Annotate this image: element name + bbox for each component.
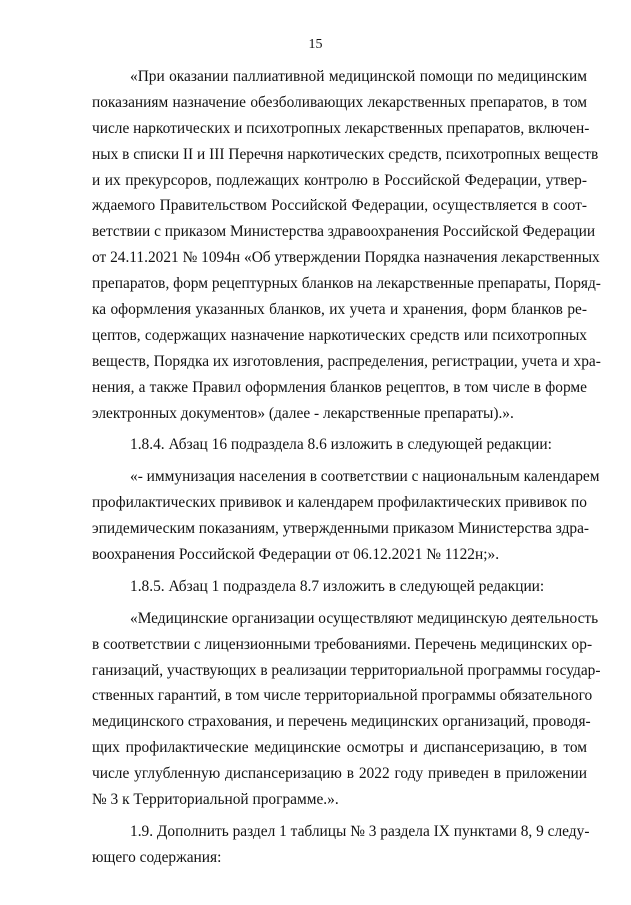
text-line: эпидемическим показаниям, утвержденными приказом Министерства здра- xyxy=(92,520,590,538)
text-line: медицинского страхования, и перечень медицинских организаций, проводя- xyxy=(92,713,591,731)
text-line: препаратов, форм рецептурных бланков на лекарственные препараты, Поряд- xyxy=(92,275,601,293)
text-line: нения, а также Правил оформления бланков рецептов, в том числе в форме xyxy=(92,378,587,396)
text-line: ственных гарантий, в том числе территориальной программы обязательного xyxy=(92,687,593,705)
text-line: «При оказании паллиативной медицинской помощи по медицинским xyxy=(130,68,587,85)
text-line: цептов, содержащих назначение наркотических средств или психотропных xyxy=(92,326,587,344)
text-line: ганизаций, участвующих в реализации территориальной программы государ- xyxy=(92,661,601,679)
paragraph-medical-organizations-quote xyxy=(92,606,601,813)
text-line: «- иммунизация населения в соответствии с национальным календарем xyxy=(130,468,600,486)
text-line: щих профилактические медицинские осмотры и диспансеризацию, в том xyxy=(92,739,587,757)
text-line: «Медицинские организации осуществляют медицинскую деятельность xyxy=(130,609,599,627)
text-line: ка оформления указанных бланков, их учета и хранения, форм бланков ре- xyxy=(92,301,587,319)
text-line: числе углубленную диспансеризацию в 2022 году приведен в приложении xyxy=(92,765,587,783)
paragraph-1-9 xyxy=(92,819,590,871)
text-line: в соответствии с лицензионными требованиями. Перечень медицинских ор- xyxy=(92,635,593,653)
document-body xyxy=(92,64,601,871)
paragraph-palliative-quote xyxy=(92,64,601,426)
text-line: № 3 к Территориальной программе.». xyxy=(92,791,339,809)
text-line: числе наркотических и психотропных лекарственных препаратов, включен- xyxy=(92,119,590,137)
page-number: 15 xyxy=(308,37,323,52)
text-line: ющего содержания: xyxy=(92,848,222,866)
paragraph-1-8-5 xyxy=(92,574,587,600)
text-line: 1.8.4. Абзац 16 подраздела 8.6 изложить в следующей редакции: xyxy=(130,436,552,454)
paragraph-1-8-4 xyxy=(92,432,587,458)
text-line: воохранения Российской Федерации от 06.12.2021 № 1122н;». xyxy=(92,546,500,564)
text-line: и их прекурсоров, подлежащих контролю в Российской Федерации, утвер- xyxy=(92,171,587,189)
text-line: показаниям назначение обезболивающих лекарственных препаратов, в том xyxy=(92,93,587,111)
text-line: профилактических прививок и календарем профилактических прививок по xyxy=(92,494,587,512)
text-line: 1.9. Дополнить раздел 1 таблицы № 3 раздела IX пунктами 8, 9 следу- xyxy=(130,822,590,840)
text-line: электронных документов» (далее - лекарственные препараты).». xyxy=(92,404,514,422)
text-line: 1.8.5. Абзац 1 подраздела 8.7 изложить в следующей редакции: xyxy=(130,577,545,595)
paragraph-immunization-quote xyxy=(92,464,600,568)
text-line: веществ, Порядка их изготовления, распределения, регистрации, учета и хра- xyxy=(92,352,601,370)
text-line: ветствии с приказом Министерства здравоохранения Российской Федерации xyxy=(92,223,596,241)
text-line: ных в списки II и III Перечня наркотических средств, психотропных веществ xyxy=(92,145,599,163)
text-line: ждаемого Правительством Российской Федерации, осуществляется в соот- xyxy=(92,197,587,215)
text-line: от 24.11.2021 № 1094н «Об утверждении Порядка назначения лекарственных xyxy=(92,249,600,267)
